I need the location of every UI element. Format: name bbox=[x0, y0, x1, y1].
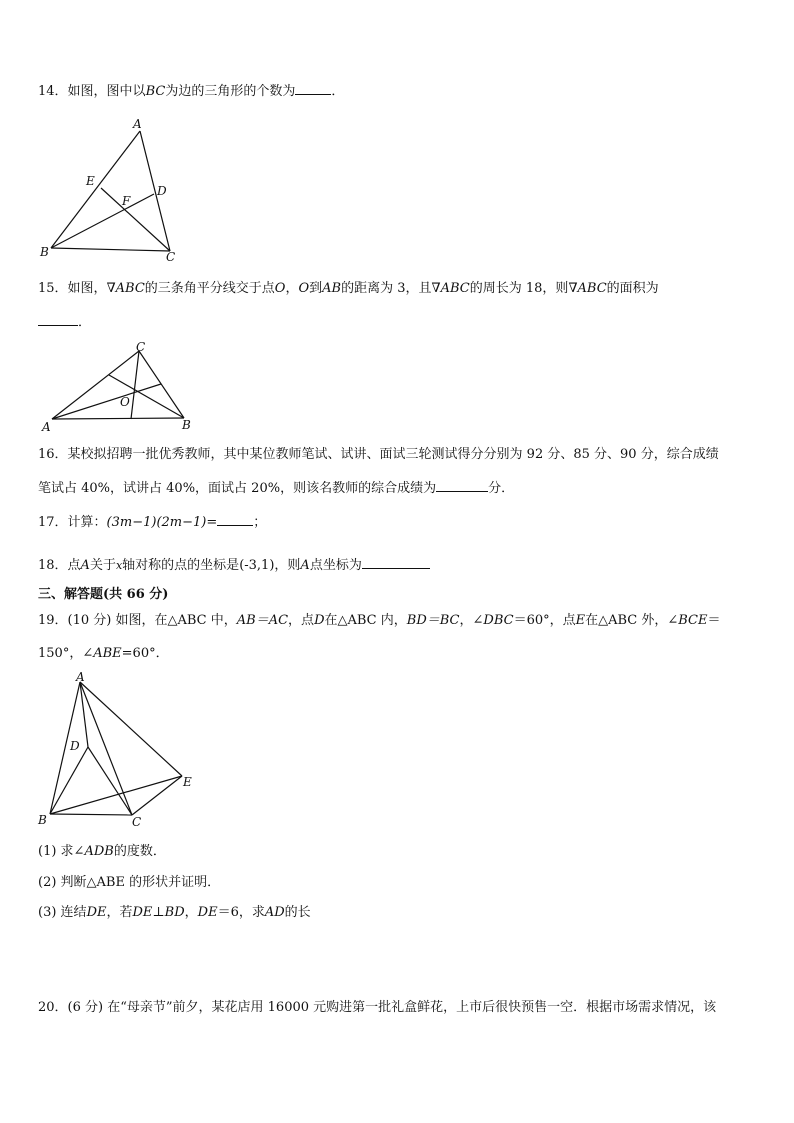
q19-sub-1a: (1) 求∠ bbox=[38, 844, 85, 859]
q19-line-2 bbox=[38, 645, 169, 663]
q15-o: O bbox=[274, 281, 286, 296]
q15-label-b: B bbox=[182, 418, 191, 432]
q15-triangle-2: ∇ABC bbox=[431, 281, 470, 296]
q19-bd-bc: BD＝BC bbox=[406, 613, 460, 628]
q15-t7: 的面积为 bbox=[606, 281, 659, 296]
q19-t2: ，点 bbox=[288, 613, 315, 628]
q19-sub-3b: ，若 bbox=[106, 905, 133, 920]
q18-answer-blank[interactable] bbox=[362, 556, 430, 569]
q15-triangle-3: ∇ABC bbox=[568, 281, 607, 296]
q15-answer-line bbox=[38, 313, 91, 332]
q19-sub-3a: (3) 连结 bbox=[38, 905, 87, 920]
q19-t4: ，∠ bbox=[459, 613, 484, 628]
q17-answer-blank[interactable] bbox=[217, 513, 253, 526]
q15-t6: 的周长为 18，则 bbox=[469, 281, 569, 296]
q19-label-a: A bbox=[76, 670, 85, 684]
q14-label-a: A bbox=[133, 117, 142, 131]
q15-label-o: O bbox=[120, 395, 130, 409]
q19-t5: ＝60°，点 bbox=[513, 613, 576, 628]
q15-t4: 到 bbox=[309, 281, 323, 296]
q19-label-b: B bbox=[38, 813, 47, 827]
q19-sub-3e: 的长 bbox=[284, 905, 311, 920]
q19-t8: 150°，∠ bbox=[38, 646, 94, 661]
q15-o2: O bbox=[298, 281, 310, 296]
q19-sub-3c: ， bbox=[184, 905, 198, 920]
q15-number: 15． bbox=[38, 281, 68, 296]
q14-text-a: 如图，图中以 bbox=[67, 84, 146, 99]
q19-t1: 19．(10 分) 如图，在△ABC 中， bbox=[38, 613, 237, 628]
q19-label-c: C bbox=[132, 815, 142, 829]
q19-ab-ac: AB＝AC bbox=[236, 613, 289, 628]
q15-t3: ， bbox=[285, 281, 299, 296]
q17-end: ； bbox=[253, 515, 267, 530]
q16-line-2b: 分． bbox=[488, 481, 515, 496]
q15-end: ． bbox=[78, 315, 92, 330]
q17-expression: (3m−1)(2m−1) bbox=[106, 515, 207, 530]
q19-abe: ABE bbox=[93, 646, 122, 661]
q18-x: x bbox=[115, 559, 123, 572]
q18-a2: A bbox=[300, 558, 310, 573]
q19-t7: ＝ bbox=[707, 613, 721, 628]
q18-coordinate: (-3,1) bbox=[239, 558, 275, 573]
q14-number: 14． bbox=[38, 84, 68, 99]
q20-line-1: 20．(6 分) 在“母亲节”前夕，某花店用 16000 元购进第一批礼盒鲜花，上市后很快预售一空．根据市场需求情况，该 bbox=[38, 1000, 717, 1015]
q18-t3: 轴对称的点的坐标是 bbox=[122, 558, 240, 573]
q19-label-d: D bbox=[70, 739, 80, 753]
q19-e: E bbox=[575, 613, 586, 628]
q19-bce: BCE bbox=[678, 613, 708, 628]
q17-number: 17．计算： bbox=[38, 515, 107, 530]
q19-sub-1b: 的度数． bbox=[113, 844, 166, 859]
q14-answer-blank[interactable] bbox=[295, 82, 331, 95]
q14-text bbox=[38, 82, 344, 101]
q19-de-bd: DE⊥BD bbox=[132, 905, 185, 920]
q18-t5: 点坐标为 bbox=[309, 558, 362, 573]
q19-d: D bbox=[314, 613, 325, 628]
q19-t6: 在△ABC 外，∠ bbox=[585, 613, 679, 628]
q19-adb: ADB bbox=[84, 844, 114, 859]
q16-line-2 bbox=[38, 479, 514, 498]
q19-t9: =60°． bbox=[121, 646, 169, 661]
q18-a: A bbox=[80, 558, 90, 573]
q17-equals: = bbox=[206, 515, 218, 530]
q15-ab: AB bbox=[322, 281, 342, 296]
q15-label-c: C bbox=[136, 340, 146, 354]
q19-sub-2: (2) 判断△ABE 的形状并证明． bbox=[38, 875, 221, 890]
q15-figure bbox=[38, 340, 208, 435]
q14-label-f: F bbox=[122, 194, 131, 208]
q19-sub-3d: ＝6，求 bbox=[217, 905, 265, 920]
q14-label-e: E bbox=[86, 174, 95, 188]
q18-t2: 关于 bbox=[89, 558, 116, 573]
q19-line-1 bbox=[38, 612, 721, 630]
q19-sub-1 bbox=[38, 843, 166, 861]
q19-de-2: DE bbox=[197, 905, 218, 920]
q14-end: ． bbox=[331, 84, 345, 99]
q19-t3: 在△ABC 内， bbox=[324, 613, 407, 628]
q14-figure bbox=[36, 114, 186, 264]
q19-dbc: DBC bbox=[483, 613, 514, 628]
q19-ad: AD bbox=[264, 905, 285, 920]
q19-label-e: E bbox=[183, 775, 192, 789]
q17-text bbox=[38, 513, 266, 532]
q16-line-1: 16．某校拟招聘一批优秀教师，其中某位教师笔试、试讲、面试三轮测试得分分别为 92 分、85 分、90 分，综合成绩 bbox=[38, 447, 719, 462]
section-3-title: 三、解答题(共 66 分) bbox=[38, 587, 169, 602]
q16-line-2a: 笔试占 40%，试讲占 40%，面试占 20%，则该名教师的综合成绩为 bbox=[38, 481, 437, 496]
q15-t1: 如图， bbox=[67, 281, 107, 296]
q14-label-c: C bbox=[166, 250, 176, 264]
q18-text bbox=[38, 556, 430, 575]
q14-label-d: D bbox=[157, 184, 167, 198]
q16-answer-blank[interactable] bbox=[436, 479, 488, 492]
q19-figure bbox=[36, 668, 206, 833]
q15-t2: 的三条角平分线交于点 bbox=[144, 281, 275, 296]
q14-label-b: B bbox=[40, 245, 49, 259]
q14-text-b: 为边的三角形的个数为 bbox=[165, 84, 296, 99]
q18-t4: ，则 bbox=[274, 558, 301, 573]
q18-t1: 18．点 bbox=[38, 558, 81, 573]
q15-t5: 的距离为 3，且 bbox=[341, 281, 432, 296]
q15-triangle: ∇ABC bbox=[106, 281, 145, 296]
q14-bc: BC bbox=[145, 84, 166, 99]
q15-answer-blank[interactable] bbox=[38, 313, 78, 326]
q15-label-a: A bbox=[42, 420, 51, 434]
q19-sub-3 bbox=[38, 904, 311, 922]
q19-de: DE bbox=[86, 905, 107, 920]
q15-text bbox=[38, 280, 659, 298]
